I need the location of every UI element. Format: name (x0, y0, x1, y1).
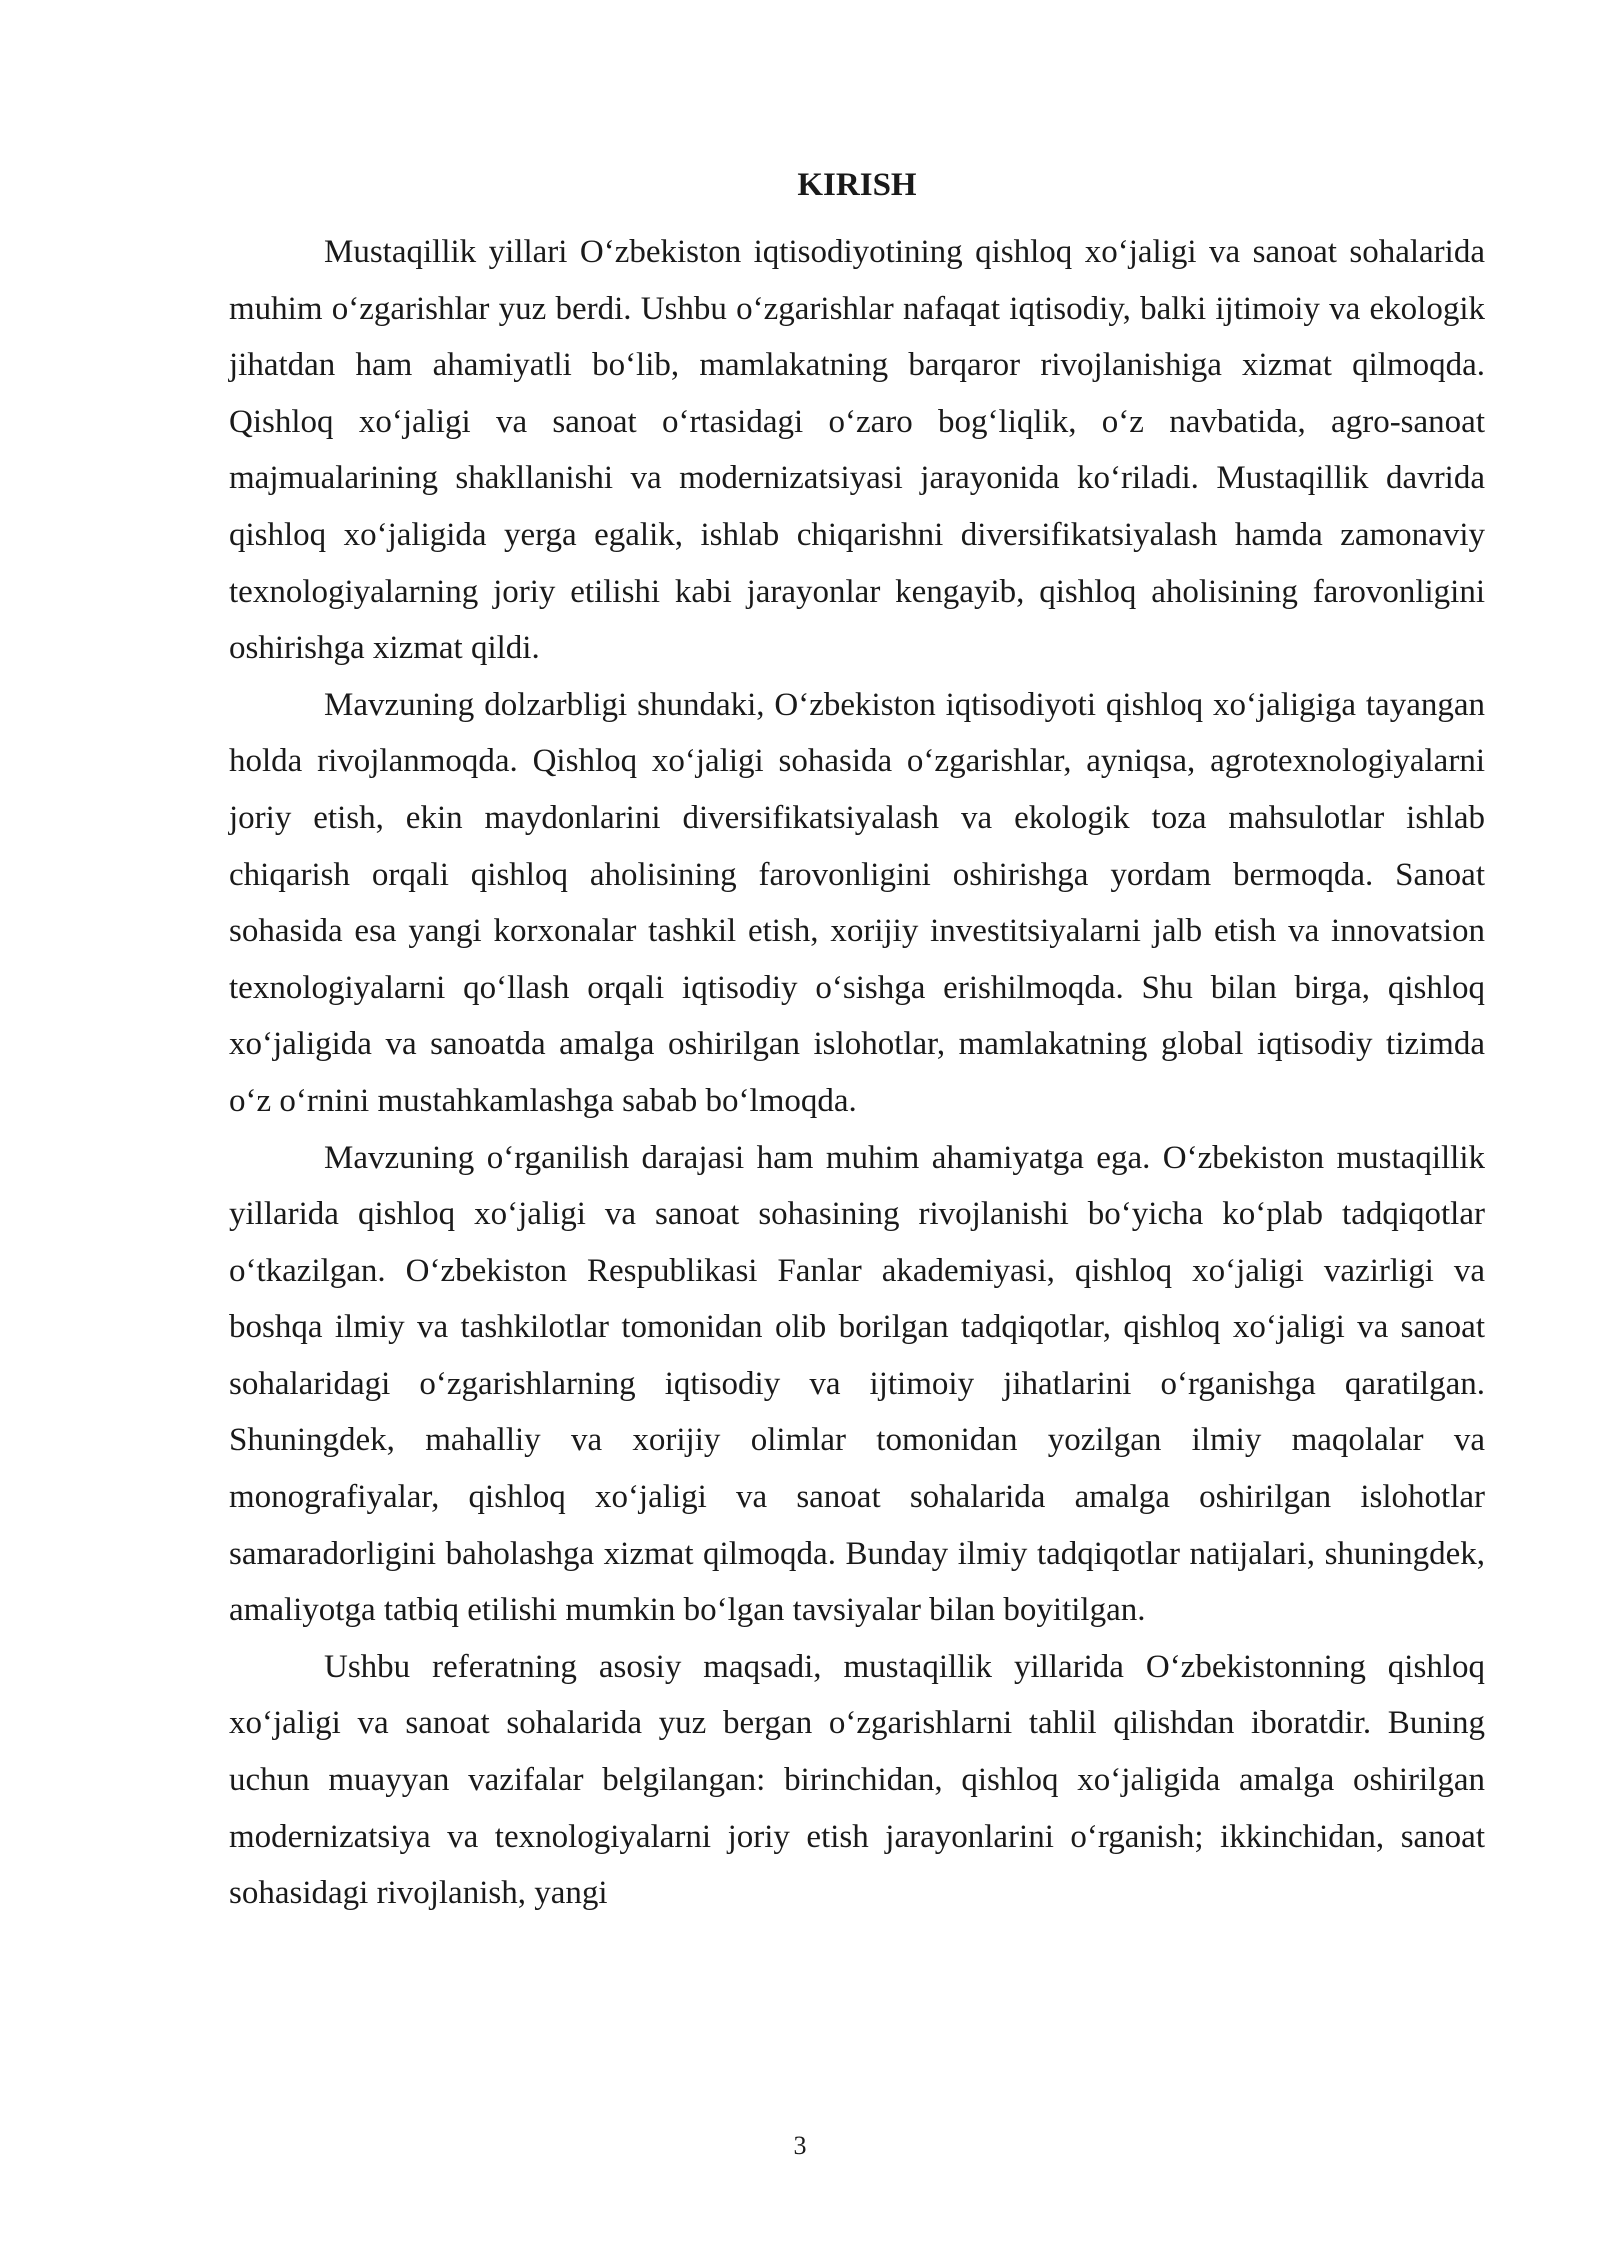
page-title: KIRISH (797, 167, 917, 203)
paragraph-research-level: Mavzuning o‘rganilish darajasi ham muhim ahamiyatga ega. O‘zbekiston mustaqillik yillarida qishloq xo‘jaligi va sanoat sohasining rivojlanishi bo‘yicha ko‘plab tadqiqotlar o‘tkazilgan. O‘zbekiston Respublikasi Fanlar akademiyasi, qishloq xo‘jaligi vazirligi va boshqa ilmiy va tashkilotlar tomonidan olib borilgan tadqiqotlar, qishloq xo‘jaligi va sanoat sohalaridagi o‘zgarishlarning iqtisodiy va ijtimoiy jihatlarini o‘rganishga qaratilgan. Shuningdek, mahalliy va xorijiy olimlar tomonidan yozilgan ilmiy maqolalar va monografiyalar, qishloq xo‘jaligi va sanoat sohalarida amalga oshirilgan islohotlar samaradorligini baholashga xizmat qilmoqda. Bunday ilmiy tadqiqotlar natijalari, shuningdek, amaliyotga tatbiq etilishi mumkin bo‘lgan tavsiyalar bilan boyitilgan. (229, 1139, 1485, 1629)
paragraph-goal: Ushbu referatning asosiy maqsadi, mustaqillik yillarida O‘zbekistonning qishloq xo‘jaligi va sanoat sohalarida yuz bergan o‘zgarishlarni tahlil qilishdan iboratdir. Buning uchun muayyan vazifalar belgilangan: birinchidan, qishloq xo‘jaligida amalga oshirilgan modernizatsiya va texnologiyalarni joriy etish jarayonlarini o‘rganish; ikkinchidan, sanoat sohasidagi rivojlanish, yangi (229, 1648, 1485, 1912)
page-number: 3 (793, 2131, 807, 2160)
paragraph-introduction: Mustaqillik yillari O‘zbekiston iqtisodiyotining qishloq xo‘jaligi va sanoat sohalarida muhim o‘zgarishlar yuz berdi. Ushbu o‘zgarishlar nafaqat iqtisodiy, balki ijtimoiy va ekologik jihatdan ham ahamiyatli bo‘lib, mamlakatning barqaror rivojlanishiga xizmat qilmoqda. Qishloq xo‘jaligi va sanoat o‘rtasidagi o‘zaro bog‘liqlik, o‘z navbatida, agro-sanoat majmualarining shakllanishi va modernizatsiyasi jarayonida ko‘riladi. Mustaqillik davrida qishloq xo‘jaligida yerga egalik, ishlab chiqarishni diversifikatsiyalash hamda zamonaviy texnologiyalarning joriy etilishi kabi jarayonlar kengayib, qishloq aholisining farovonligini oshirishga xizmat qildi. (229, 234, 1485, 667)
page-content (229, 160, 1485, 1922)
paragraph-relevance: Mavzuning dolzarbligi shundaki, O‘zbekiston iqtisodiyoti qishloq xo‘jaligiga tayangan holda rivojlanmoqda. Qishloq xo‘jaligi sohasida o‘zgarishlar, ayniqsa, agrotexnologiyalarni joriy etish, ekin maydonlarini diversifikatsiyalash va ekologik toza mahsulotlar ishlab chiqarish orqali qishloq aholisining farovonligini oshirishga yordam bermoqda. Sanoat sohasida esa yangi korxonalar tashkil etish, xorijiy investitsiyalarni jalb etish va innovatsion texnologiyalarni qo‘llash orqali iqtisodiy o‘sishga erishilmoqda. Shu bilan birga, qishloq xo‘jaligida va sanoatda amalga oshirilgan islohotlar, mamlakatning global iqtisodiy tizimda o‘z o‘rnini mustahkamlashga sabab bo‘lmoqda. (229, 686, 1485, 1119)
